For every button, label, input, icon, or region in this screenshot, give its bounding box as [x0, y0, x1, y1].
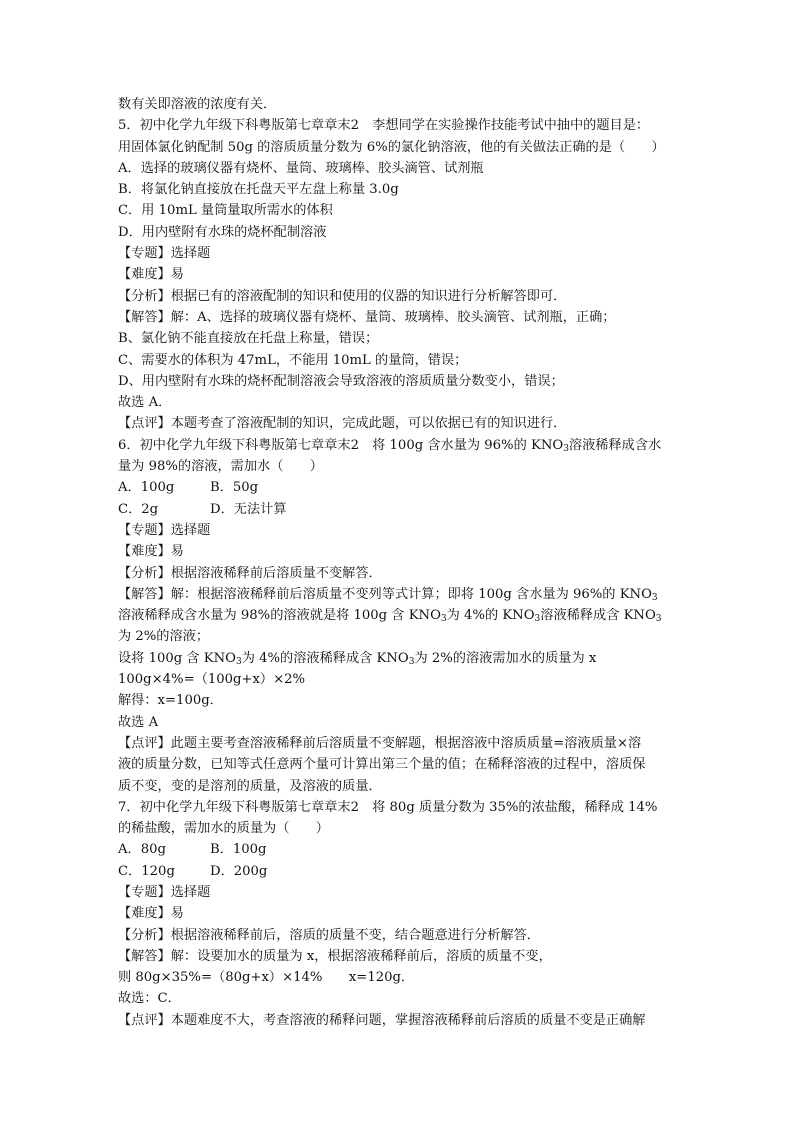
- text-line: [118, 541, 688, 562]
- text-line: [118, 712, 688, 733]
- text-line: [118, 818, 688, 839]
- text-segment: B．将氯化钠直接放在托盘天平左盘上称量 3.0g: [118, 182, 399, 198]
- text-line: [118, 115, 688, 136]
- text-line: [118, 797, 688, 818]
- subscript: 3: [408, 656, 415, 667]
- text-segment: 【专题】选择题: [118, 522, 211, 538]
- text-segment: B．50g: [210, 480, 259, 496]
- text-line: [118, 413, 688, 434]
- text-segment: 7．初中化学九年级下科粤版第七章章末2 将 80g 质量分数为 35%的浓盐酸，稀释成 14%: [118, 799, 658, 815]
- text-line: [118, 946, 688, 967]
- text-segment: 的稀盐酸，需加水的质量为（ ）: [118, 821, 329, 837]
- text-segment: 【点评】此题主要考查溶液稀释前后溶质量不变解题，根据溶液中溶质质量=溶液质量×溶: [118, 735, 642, 751]
- text-segment: 用固体氯化钠配制 50g 的溶质质量分数为 6%的氯化钠溶液，他的有关做法正确的是（ ）: [118, 139, 665, 155]
- text-segment: 质不变，变的是溶剂的质量，及溶液的质量．: [118, 778, 382, 794]
- text-segment: 5．初中化学九年级下科粤版第七章章末2 李想同学在实验操作技能考试中抽中的题目是：: [118, 118, 650, 134]
- text-line: [118, 882, 688, 903]
- answer-option: A．100g: [118, 480, 175, 496]
- text-segment: C．用 10mL 量筒量取所需水的体积: [118, 203, 333, 219]
- text-segment: 溶液稀释成含水量为 98%的溶液就是将 100g 含 KNO: [118, 608, 441, 624]
- text-segment: 【专题】选择题: [118, 884, 211, 900]
- text-line: [118, 286, 688, 307]
- text-segment: D．用内壁附有水珠的烧杯配制溶液: [118, 224, 327, 240]
- text-line: [118, 584, 688, 605]
- subscript: 3: [534, 614, 541, 625]
- subscript: 3: [563, 443, 569, 454]
- text-segment: 【解答】解：A、选择的玻璃仪器有烧杯、量筒、玻璃棒、胶头滴管、试剂瓶，正确；: [118, 309, 616, 325]
- text-line: [118, 222, 688, 243]
- text-line: [118, 967, 688, 988]
- text-line: [118, 328, 688, 349]
- subscript: 3: [651, 592, 658, 603]
- text-line: [118, 563, 688, 584]
- text-segment: 故选：C．: [118, 991, 181, 1007]
- text-segment: 液的质量分数，已知等式任意两个量可计算出第三个量的值；在稀释溶液的过程中，溶质保: [118, 757, 646, 773]
- text-line: [118, 1010, 688, 1031]
- text-line: [118, 371, 688, 392]
- text-segment: 溶液稀释成含水: [568, 437, 662, 453]
- text-line: [118, 307, 688, 328]
- text-line: [118, 626, 688, 647]
- text-segment: D．200g: [210, 863, 268, 879]
- text-segment: 设将 100g 含 KNO: [118, 650, 236, 666]
- text-segment: 【点评】本题难度不大，考查溶液的稀释问题，掌握溶液稀释前后溶质的质量不变是正确解: [118, 1012, 646, 1028]
- text-line: [118, 690, 688, 711]
- text-segment: 【难度】易: [118, 267, 184, 283]
- text-line: [118, 264, 688, 285]
- text-segment: 【难度】易: [118, 906, 184, 922]
- document-page: [118, 94, 688, 1031]
- text-segment: 溶液稀释成含 KNO: [540, 608, 656, 624]
- text-segment: 为 2%的溶液需加水的质量为 x: [414, 650, 597, 666]
- text-segment: 为 4%的溶液稀释成含 KNO: [241, 650, 409, 666]
- answer-option: C．120g: [118, 863, 175, 879]
- text-line: [118, 243, 688, 264]
- text-line: [118, 754, 688, 775]
- text-segment: 【分析】根据已有的溶液配制的知识和使用的仪器的知识进行分析解答即可．: [118, 288, 567, 304]
- text-line: [118, 179, 688, 200]
- text-line: [118, 520, 688, 541]
- text-line: [118, 988, 688, 1009]
- text-line: [118, 94, 688, 115]
- text-segment: 为 4%的 KNO: [446, 608, 535, 624]
- text-line: [118, 392, 688, 413]
- subscript: 3: [440, 614, 447, 625]
- text-line: [118, 903, 688, 924]
- text-segment: 【解答】解：根据溶液稀释前后溶质量不变列等式计算；即将 100g 含水量为 96%的 KNO: [118, 586, 652, 602]
- subscript: 3: [235, 656, 242, 667]
- text-segment: C、需要水的体积为 47mL，不能用 10mL 的量筒，错误；: [118, 352, 468, 368]
- subscript: 3: [655, 614, 662, 625]
- text-segment: 【分析】根据溶液稀释前后，溶质的质量不变，结合题意进行分析解答．: [118, 927, 540, 943]
- answer-option: C．2g: [118, 501, 159, 517]
- text-segment: 【解答】解：设要加水的质量为 x，根据溶液稀释前后，溶质的质量不变，: [118, 948, 552, 964]
- text-segment: 量为 98%的溶液，需加水（ ）: [118, 459, 323, 475]
- text-line: [118, 499, 688, 520]
- text-segment: D、用内壁附有水珠的烧杯配制溶液会导致溶液的溶质质量分数变小，错误；: [118, 373, 564, 389]
- text-line: [118, 605, 688, 626]
- text-segment: 为 2%的溶液；: [118, 629, 210, 645]
- text-segment: 解得：x=100g．: [118, 693, 223, 709]
- text-segment: B、氯化钠不能直接放在托盘上称量，错误；: [118, 331, 379, 347]
- text-line: [118, 669, 688, 690]
- text-segment: 100g×4%=（100g+x）×2%: [118, 672, 306, 688]
- text-segment: 【难度】易: [118, 544, 184, 560]
- text-segment: 故选 A．: [118, 395, 172, 411]
- text-line: [118, 776, 688, 797]
- text-line: [118, 839, 688, 860]
- text-line: [118, 648, 688, 669]
- text-line: [118, 925, 688, 946]
- text-line: [118, 200, 688, 221]
- text-segment: 数有关即溶液的浓度有关．: [118, 97, 277, 112]
- text-segment: D．无法计算: [210, 501, 287, 517]
- text-line: [118, 137, 688, 158]
- text-line: [118, 158, 688, 179]
- text-segment: 则 80g×35%=（80g+x）×14% x=120g．: [118, 970, 415, 986]
- answer-option: A．80g: [118, 842, 166, 858]
- text-segment: 6．初中化学九年级下科粤版第七章章末2 将 100g 含水量为 96%的 KNO: [118, 437, 564, 453]
- text-line: [118, 456, 688, 477]
- text-segment: 故选 A: [118, 714, 159, 730]
- text-line: [118, 477, 688, 498]
- text-segment: 【专题】选择题: [118, 246, 211, 262]
- text-segment: 【点评】本题考查了溶液配制的知识，完成此题，可以依据已有的知识进行．: [118, 416, 567, 432]
- text-line: [118, 435, 688, 456]
- text-segment: A．选择的玻璃仪器有烧杯、量筒、玻璃棒、胶头滴管、试剂瓶: [118, 160, 484, 176]
- text-line: [118, 350, 688, 371]
- text-segment: 【分析】根据溶液稀释前后溶质量不变解答．: [118, 565, 382, 581]
- text-line: [118, 733, 688, 754]
- text-segment: B．100g: [210, 842, 267, 858]
- text-line: [118, 861, 688, 882]
